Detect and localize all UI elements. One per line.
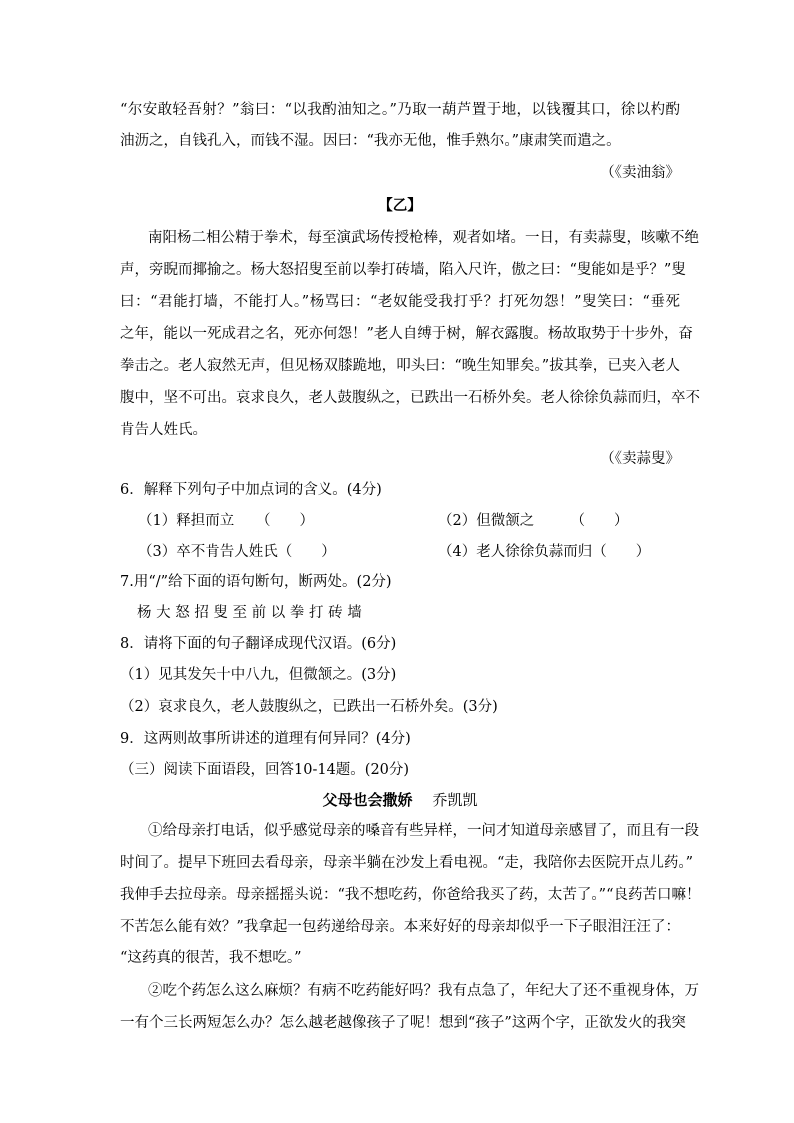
question-7-sentence: 杨 大 怒 招 叟 至 前 以 拳 打 砖 墙 bbox=[137, 605, 362, 621]
text-line: 时间了。提早下班回去看母亲，母亲半躺在沙发上看电视。“走，我陪你去医院开点儿药。” bbox=[120, 855, 694, 871]
q6-item-2: （2）但微颔之 （ ） bbox=[438, 513, 629, 529]
q6-item-3: （3）卒不肯告人姓氏（ ） bbox=[138, 544, 336, 560]
question-8-item-1: （1）见其发矢十中八九，但微颔之。(3分) bbox=[120, 667, 397, 683]
question-7: 7.用“/”给下面的语句断句，断两处。(2分) bbox=[120, 574, 392, 590]
source-citation: （《卖油翁》 bbox=[600, 165, 680, 181]
question-8: 8．请将下面的句子翻译成现代汉语。(6分) bbox=[120, 636, 397, 652]
question-6-row-2 bbox=[138, 542, 678, 562]
text-line: 拳击之。老人寂然无声，但见杨双膝跪地，叩头曰：“晚生知罪矣。”拔其拳，已夹入老人 bbox=[120, 358, 680, 374]
q6-item-1: （1）释担而立 （ ） bbox=[138, 513, 314, 529]
article-title: 父母也会撒娇 bbox=[322, 791, 413, 809]
text-line: “这药真的很苦，我不想吃。” bbox=[120, 950, 302, 966]
section-heading: 【乙】 bbox=[378, 197, 422, 214]
text-line: 不苦怎么能有效？”我拿起一包药递给母亲。本来好好的母亲却似乎一下子眼泪汪汪了： bbox=[120, 919, 680, 935]
text-line: 油沥之，自钱孔入，而钱不湿。因曰：“我亦无他，惟手熟尔。”康肃笑而遣之。 bbox=[120, 133, 621, 149]
text-line: 南阳杨二相公精于拳术，每至演武场传授枪棒，观者如堵。一日，有卖蒜叟，咳嗽不绝 bbox=[148, 230, 699, 246]
text-line: ②吃个药怎么这么麻烦？有病不吃药能好吗？我有点急了，年纪大了还不重视身体，万 bbox=[148, 983, 699, 999]
article-title-row bbox=[120, 790, 680, 810]
text-line: 声，旁睨而揶揄之。杨大怒招叟至前以拳打砖墙，陷入尺许，傲之曰：“叟能如是乎？”叟 bbox=[120, 262, 686, 278]
question-6-row-1 bbox=[138, 511, 678, 531]
q6-item-4: （4）老人徐徐负蒜而归（ ） bbox=[438, 544, 651, 560]
question-9: 9．这两则故事所讲述的道理有何异同？(4分) bbox=[120, 731, 411, 747]
text-line: “尔安敢轻吾射？”翁曰：“以我酌油知之。”乃取一葫芦置于地，以钱覆其口，徐以杓酌 bbox=[120, 102, 680, 118]
question-8-item-2: （2）哀求良久，老人鼓腹纵之，已跌出一石桥外矣。(3分) bbox=[120, 699, 498, 715]
section-three-intro: （三）阅读下面语段，回答10-14题。(20分) bbox=[120, 762, 410, 778]
question-6: 6．解释下列句子中加点词的含义。(4分) bbox=[120, 482, 382, 498]
text-line: 曰：“君能打墙，不能打人。”杨骂曰：“老奴能受我打乎？打死勿怨！”叟笑曰：“垂死 bbox=[120, 294, 680, 310]
text-line: 之年，能以一死成君之名，死亦何怨！”老人自缚于树，解衣露腹。杨故取势于十步外，奋 bbox=[120, 326, 693, 342]
text-line: 腹中，坚不可出。哀求良久，老人鼓腹纵之，已跌出一石桥外矣。老人徐徐负蒜而归，卒不 bbox=[120, 390, 700, 406]
text-line: ①给母亲打电话，似乎感觉母亲的嗓音有些异样，一问才知道母亲感冒了，而且有一段 bbox=[148, 823, 699, 839]
article-author: 乔凯凯 bbox=[432, 791, 478, 809]
source-citation: （《卖蒜叟》 bbox=[600, 451, 680, 467]
text-line: 我伸手去拉母亲。母亲摇摇头说：“我不想吃药，你爸给我买了药，太苦了。”“良药苦口嘛！ bbox=[120, 887, 701, 903]
text-line: 一有个三长两短怎么办？怎么越老越像孩子了呢！想到“孩子”这两个字，正欲发火的我突 bbox=[120, 1015, 686, 1031]
text-line: 肯告人姓氏。 bbox=[120, 422, 207, 438]
